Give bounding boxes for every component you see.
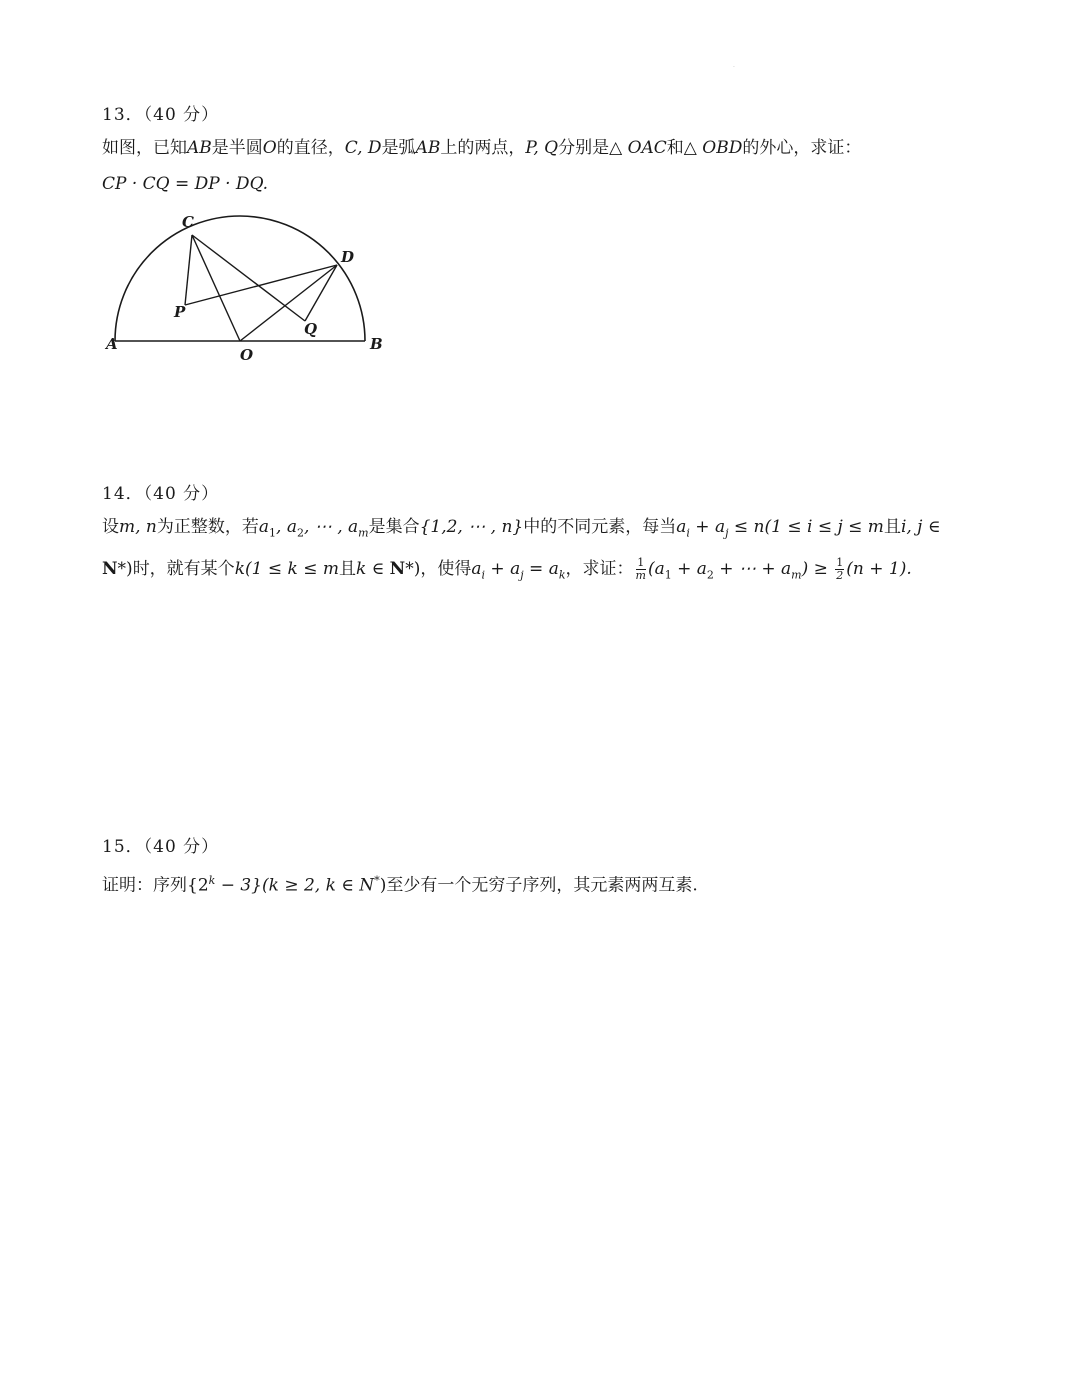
label-p: P bbox=[174, 303, 186, 321]
problem-13-header: 13．（40 分） bbox=[102, 105, 220, 125]
segment-co bbox=[192, 235, 240, 341]
fraction-one-over-m: $\frac{1}{m}$ bbox=[635, 556, 646, 582]
semicircle-figure bbox=[100, 205, 400, 375]
segment-do bbox=[240, 265, 337, 341]
fraction-one-half: $\frac{1}{2}$ bbox=[836, 556, 844, 582]
problem-15-header: 15．（40 分） bbox=[102, 837, 220, 857]
problem-15-statement-line-1: 证明：序列$\{2^k - 3\}(k \ge 2$, k ∈ N*)至少有一个无穷子序列，其元素两两互素. bbox=[102, 874, 698, 896]
label-o: O bbox=[240, 346, 254, 364]
label-a: A bbox=[106, 335, 118, 353]
segment-dq bbox=[305, 265, 337, 321]
label-b: B bbox=[370, 335, 383, 353]
page-speck: · bbox=[733, 64, 735, 71]
segment-cp bbox=[185, 235, 192, 305]
label-d: D bbox=[341, 248, 355, 266]
semicircle-arc bbox=[115, 216, 365, 341]
problem-13-statement-line-1: 如图，已知AB是半圆O的直径，C, D是弧AB上的两点，P, Q分别是△ OAC和△ OBD的外心，求证： bbox=[102, 138, 862, 158]
label-q: Q bbox=[304, 320, 318, 338]
label-c: C bbox=[182, 213, 194, 231]
problem-14-header: 14．（40 分） bbox=[102, 484, 220, 504]
problem-14-statement-line-1: 设m, n为正整数，若$a_1$, $a_2$, ⋯ , $a_m$是集合{1,2, ⋯ , n}中的不同元素，每当$a_i + a_j \le n(1 \le i \le j \le m$且i, j ∈ bbox=[102, 517, 941, 540]
problem-13-statement-line-2: CP · CQ = DP · DQ. bbox=[102, 174, 269, 194]
problem-14-statement-line-2: N*)时，就有某个k(1 ≤ k ≤ m且k ∈ N*)，使得$a_i + a_j = a_k$，求证： $\frac{1}{m}$ ($a_1 + a_2$ + ⋯ + $a_m$) ≥ $\frac{1}{2}$ (n + 1). bbox=[102, 556, 912, 582]
